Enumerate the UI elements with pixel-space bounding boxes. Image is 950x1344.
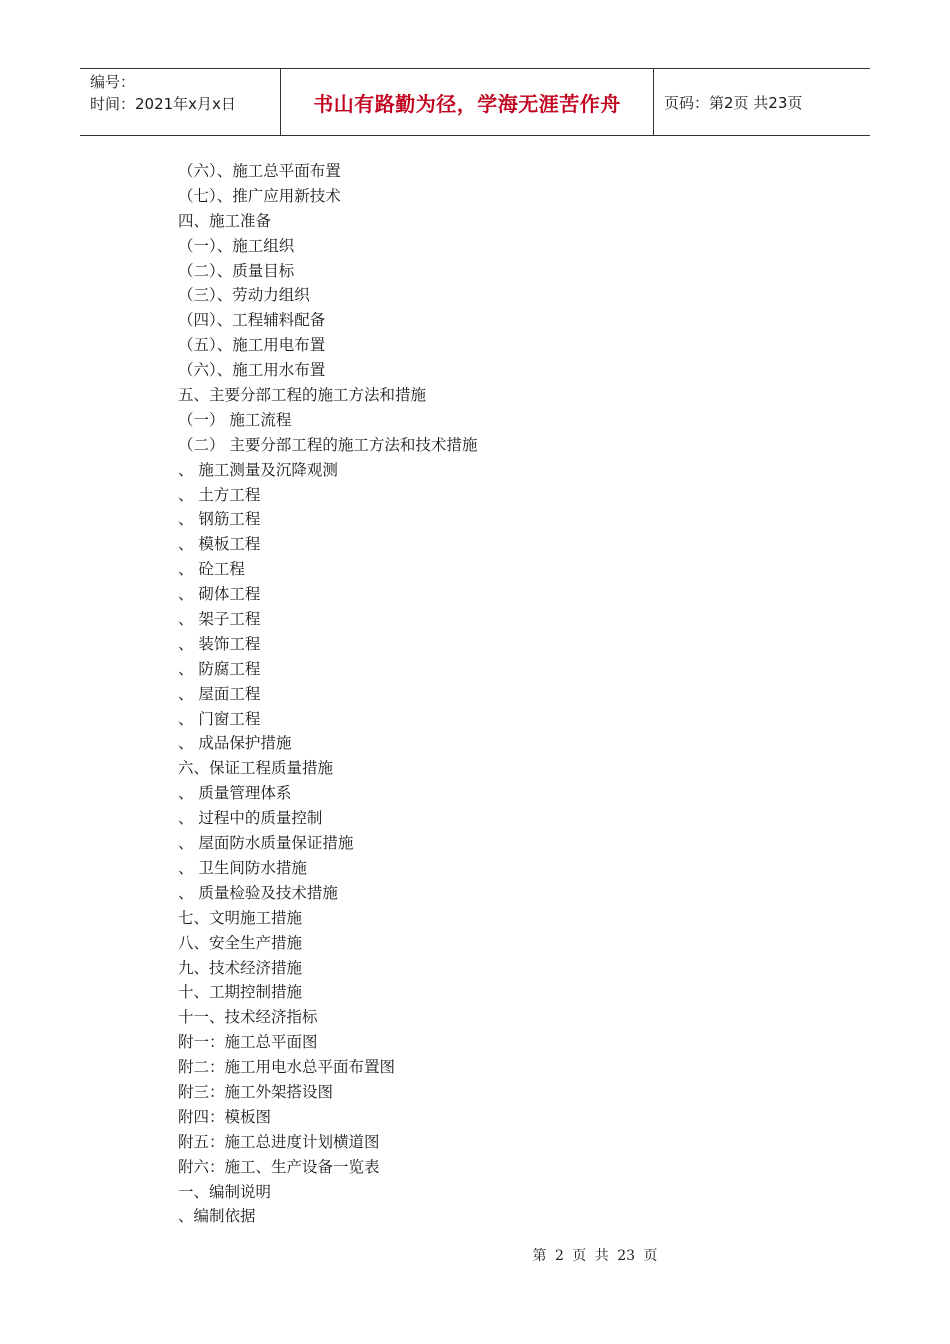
toc-item: 八、安全生产措施 xyxy=(178,933,303,952)
header-meta-cell xyxy=(80,69,281,135)
toc-item: 附一：施工总平面图 xyxy=(178,1033,318,1052)
header-page-cell xyxy=(654,69,870,135)
header-motto: 书山有路勤为径，学海无涯苦作舟 xyxy=(313,91,621,116)
toc-item: 附六：施工、生产设备一览表 xyxy=(178,1157,380,1176)
toc-item: 、 砼工程 xyxy=(178,560,245,579)
toc-item: 、 质量管理体系 xyxy=(178,784,292,803)
toc-item: （一）、施工组织 xyxy=(178,236,295,255)
document-time-label: 时间：2021年x月x日 xyxy=(90,95,236,113)
toc-item: 九、技术经济措施 xyxy=(178,958,303,977)
toc-item: （三）、劳动力组织 xyxy=(178,286,310,305)
toc-item: （六）、施工用水布置 xyxy=(178,361,326,380)
toc-item: 、 防腐工程 xyxy=(178,659,261,678)
page-footer xyxy=(0,1245,950,1265)
footer-page-number: 第 2 页 共 23 页 xyxy=(532,1248,658,1264)
toc-item: （二） 主要分部工程的施工方法和技术措施 xyxy=(178,435,478,454)
toc-item: 一、编制说明 xyxy=(178,1182,272,1201)
toc-item: （四）、工程辅料配备 xyxy=(178,311,326,330)
toc-item: 、编制依据 xyxy=(178,1207,256,1226)
toc-item: 、 质量检验及技术措施 xyxy=(178,883,338,902)
toc-item: 、 架子工程 xyxy=(178,610,261,629)
toc-item: 、 砌体工程 xyxy=(178,585,261,604)
toc-item: （七）、推广应用新技术 xyxy=(178,186,341,205)
toc-item: 、 土方工程 xyxy=(178,485,261,504)
toc-item: 、 卫生间防水措施 xyxy=(178,858,307,877)
page-header xyxy=(80,68,870,136)
toc-item: 四、施工准备 xyxy=(178,211,272,230)
toc-item: 五、主要分部工程的施工方法和措施 xyxy=(178,386,427,405)
toc-item: （二）、质量目标 xyxy=(178,261,295,280)
header-page-info: 页码：第2页 共23页 xyxy=(664,93,803,112)
toc-item: 、 施工测量及沉降观测 xyxy=(178,460,338,479)
toc-item: （五）、施工用电布置 xyxy=(178,336,326,355)
toc-item: 、 门窗工程 xyxy=(178,709,261,728)
toc-item: 六、保证工程质量措施 xyxy=(178,759,334,778)
toc-item: 、 过程中的质量控制 xyxy=(178,809,323,828)
toc-item: （六）、施工总平面布置 xyxy=(178,162,341,180)
toc-item: 、 装饰工程 xyxy=(178,634,261,653)
toc-item: 附三：施工外架搭设图 xyxy=(178,1082,334,1101)
toc-item: 、 屋面工程 xyxy=(178,684,261,703)
toc-item: （一） 施工流程 xyxy=(178,410,292,429)
header-motto-cell xyxy=(281,69,654,135)
toc-item: 附二：施工用电水总平面布置图 xyxy=(178,1058,396,1077)
toc-item: 附四：模板图 xyxy=(178,1107,272,1126)
toc-item: 七、文明施工措施 xyxy=(178,908,303,927)
toc-item: 附五：施工总进度计划横道图 xyxy=(178,1132,380,1151)
toc-item: 、 屋面防水质量保证措施 xyxy=(178,834,354,853)
toc-item: 、 成品保护措施 xyxy=(178,734,292,753)
toc-item: 、 模板工程 xyxy=(178,535,261,554)
table-of-contents xyxy=(178,159,477,1229)
toc-item: 十一、技术经济指标 xyxy=(178,1008,318,1027)
toc-item: 十、工期控制措施 xyxy=(178,983,303,1002)
document-number-label: 编号： xyxy=(90,73,136,91)
toc-item: 、 钢筋工程 xyxy=(178,510,261,529)
